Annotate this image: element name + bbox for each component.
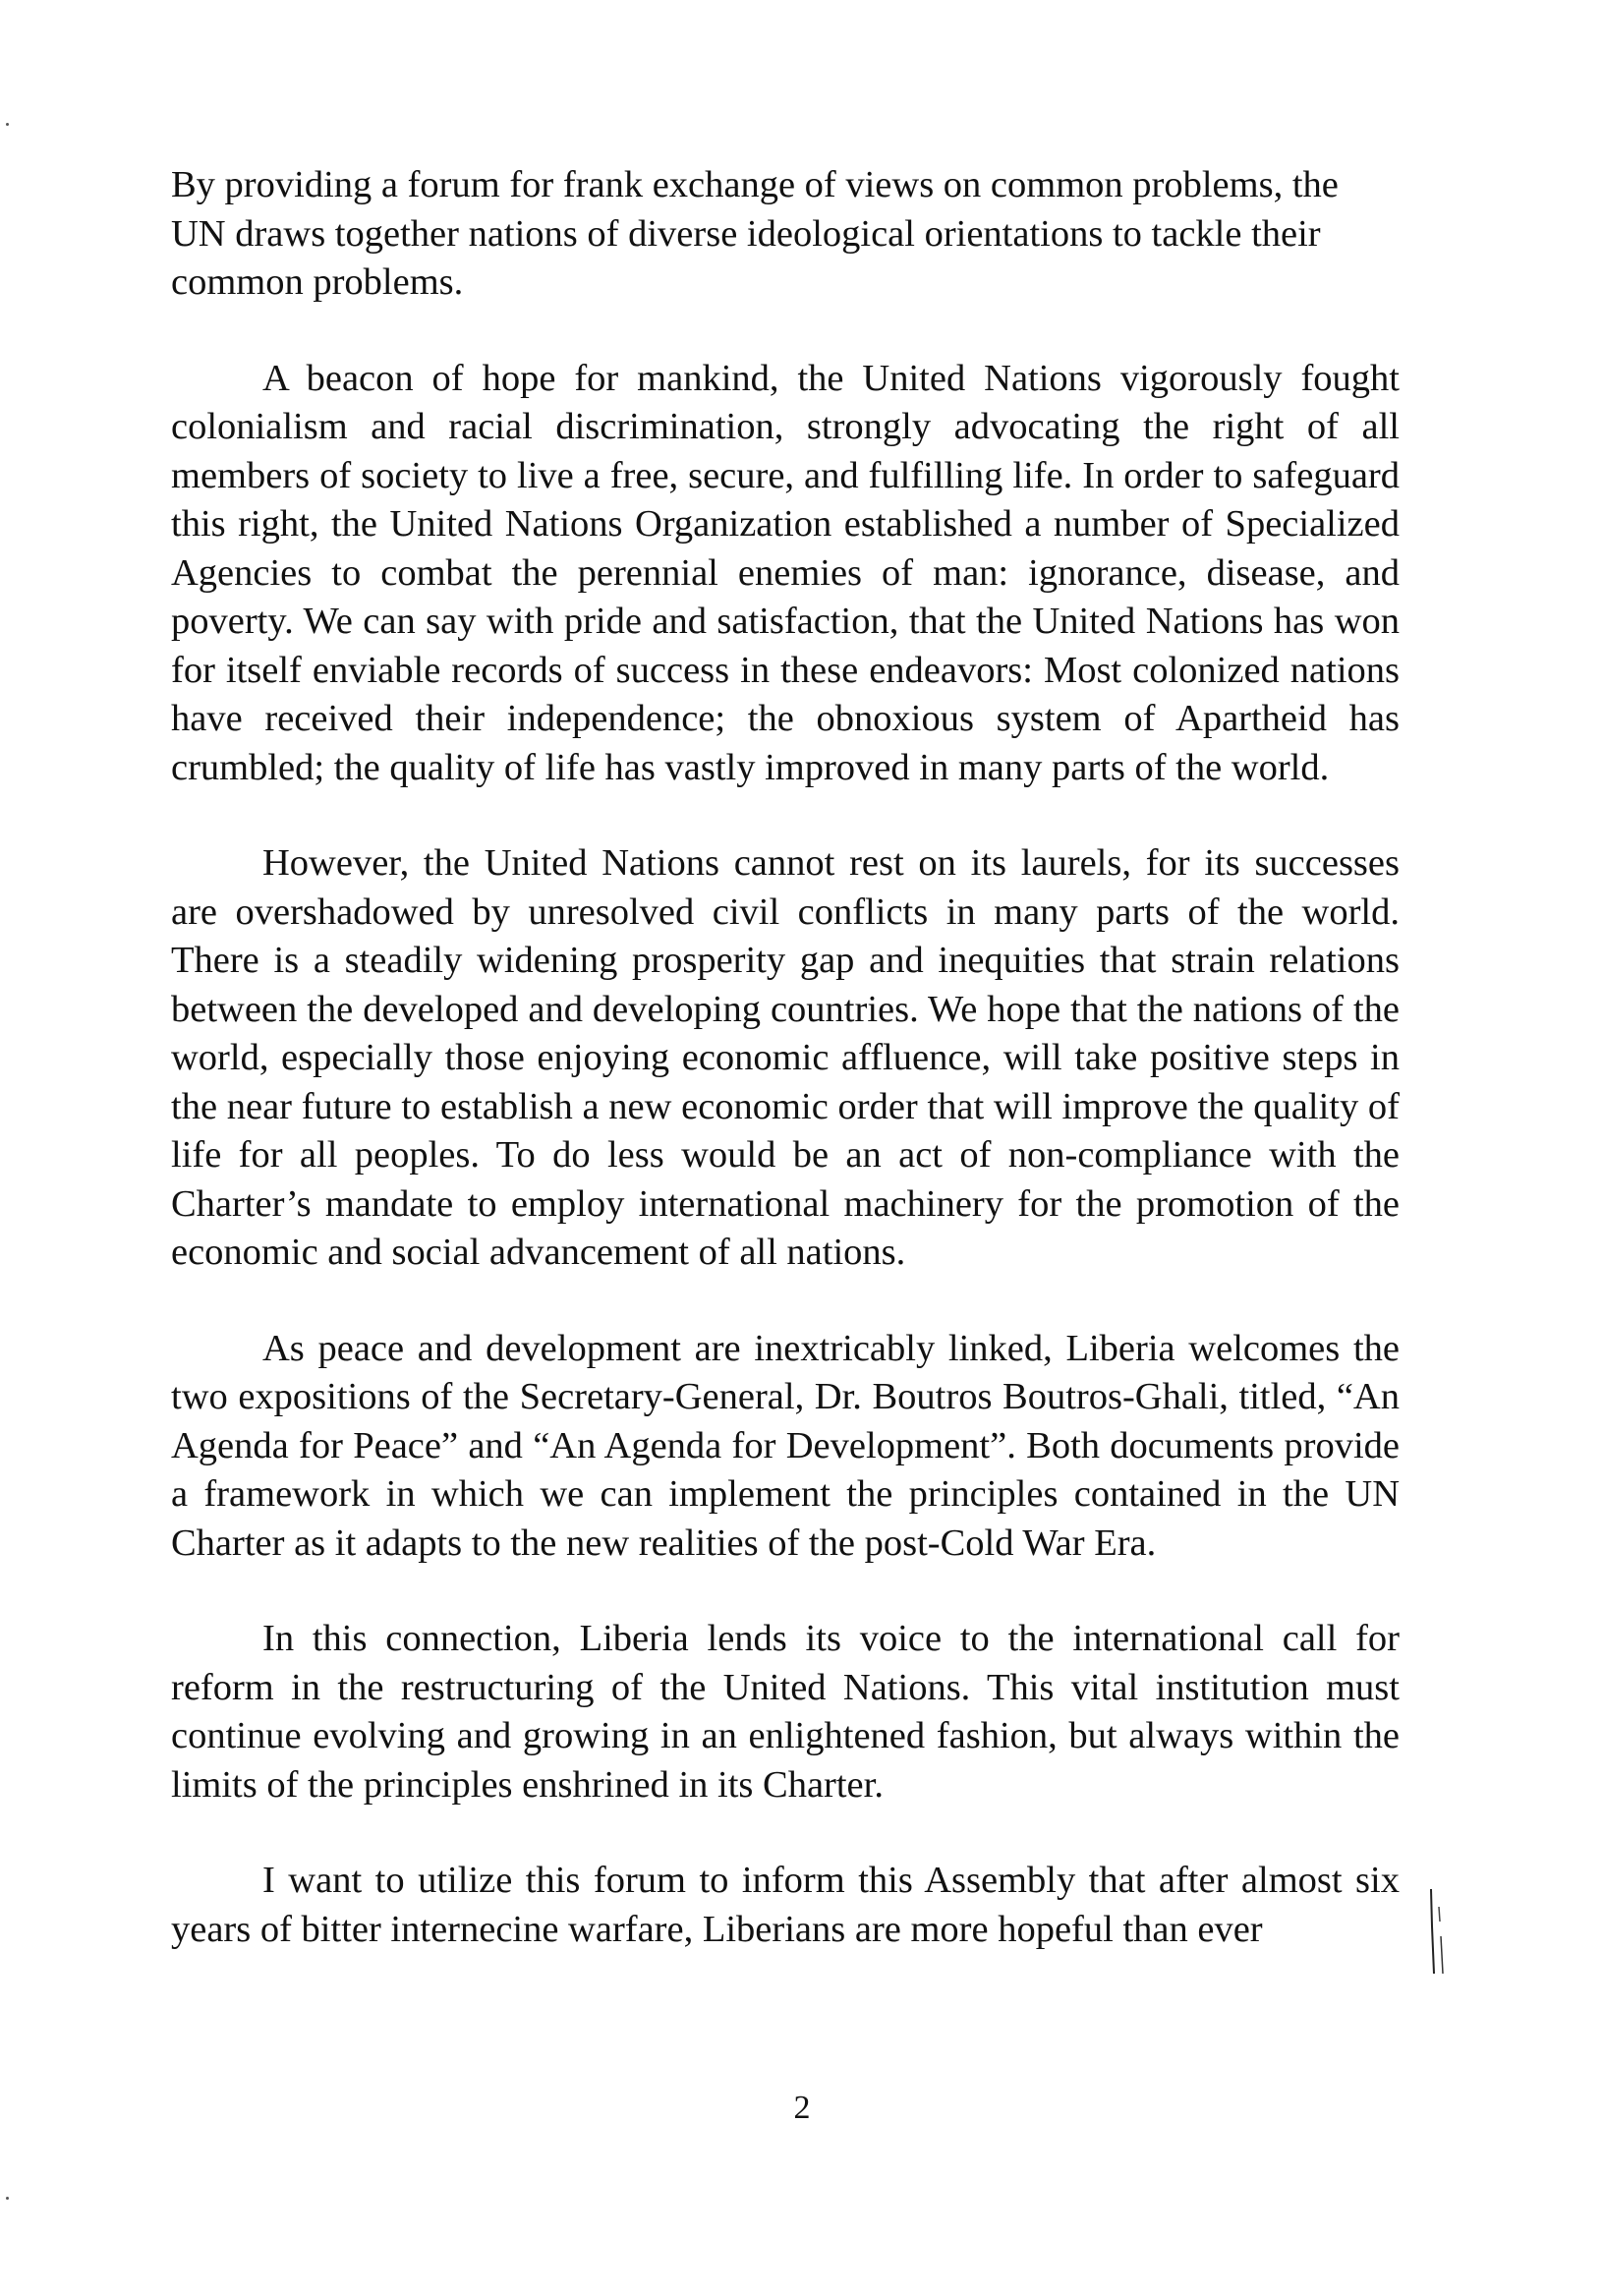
page-number: 2 [793, 2090, 811, 2126]
margin-mark-lines [1427, 1887, 1449, 1976]
paragraph-beacon-of-hope: A beacon of hope for mankind, the United Nations vigorously fought colonialism and racial discrimination, strongly advocating the right of all members of society to live a free, secure, and fulfilling life. In order to safeguard this right, the United Nations Organization established a number of Specialized Agencies to combat the perennial enemies of man: ignorance, disease, and poverty. We can say with pride and satisfaction, that the United Nations has won for itself enviable records of success in these endeavors: Most colonized nations have received their independence; the obnoxious system of Apartheid has crumbled; the quality of life has vastly improved in many parts of the world. [171, 357, 1400, 788]
scan-speck-top [6, 123, 9, 126]
paragraph-reform: In this connection, Liberia lends its voice to the international call for reform in the restructuring of the United Nations. This vital institution must continue evolving and growing in an enlightened fashion, but always within the limits of the principles enshrined in its Charter. [171, 1618, 1400, 1806]
paragraph-laurels: However, the United Nations cannot rest on its laurels, for its successes are overshadowed by unresolved civil conflicts in many parts of the world. There is a steadily widening prosperity gap and inequities that strain relations between the developed and developing countries. We hope that the nations of the world, especially those enjoying economic affluence, will take positive steps in the near future to establish a new economic order that will improve the quality of life for all peoples. To do less would be an act of non-compliance with the Charter’s mandate to employ international machinery for the promotion of the economic and social advancement of all nations. [171, 842, 1400, 1273]
document-body [171, 161, 1400, 2001]
paragraph-liberia-hopeful: I want to utilize this forum to inform this Assembly that after almost six years of bitter internecine warfare, Liberians are more hopeful than ever [171, 1860, 1400, 1950]
paragraph-forum: By providing a forum for frank exchange of views on common problems, the UN draws together nations of diverse ideological orientations to tackle their common problems. [171, 164, 1339, 303]
paragraph-peace-development: As peace and development are inextricably linked, Liberia welcomes the two expositions of the Secretary-General, Dr. Boutros Boutros-Ghali, titled, “An Agenda for Peace” and “An Agenda for Development”. Both documents provide a framework in which we can implement the principles contained in the UN Charter as it adapts to the new realities of the post-Cold War Era. [171, 1327, 1400, 1564]
scan-speck-bottom [6, 2197, 9, 2200]
